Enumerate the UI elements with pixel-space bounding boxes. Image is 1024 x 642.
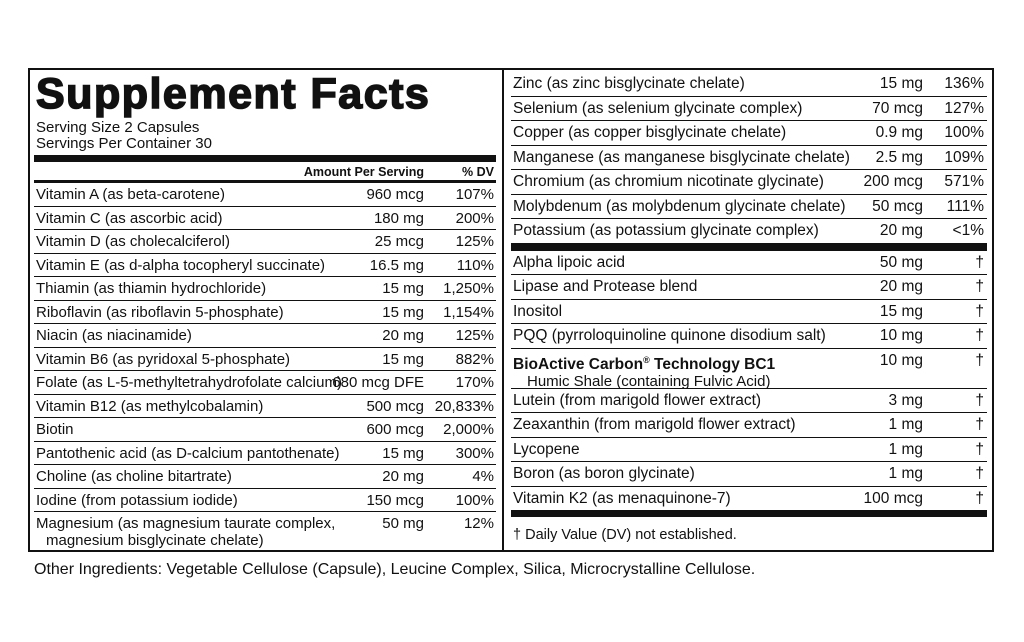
thick-rule [511,244,987,251]
nutrient-amount: 20 mg [879,222,923,239]
nutrient-dv: 4% [472,468,494,485]
nutrient-name: Manganese (as manganese bisglycinate chelate) [513,148,850,166]
nutrient-row [34,371,496,395]
dv-header: % DV [462,165,494,179]
nutrient-name: Niacin (as niacinamide) [36,327,192,344]
nutrient-dv: 12% [463,515,494,532]
nutrient-row [511,438,987,463]
nutrient-amount: 16.5 mg [369,256,424,274]
nutrient-amount: 100 mcg [863,489,923,507]
nutrient-name: Vitamin C (as ascorbic acid) [36,209,223,227]
nutrient-amount: 70 mcg [872,99,923,117]
nutrient-name: Vitamin A (as beta-carotene) [36,186,225,203]
nutrient-dv: 136% [944,75,984,92]
nutrient-row [511,487,987,512]
column-header [34,162,496,180]
nutrient-name: Biotin [36,421,74,438]
nutrient-dv: † [975,440,984,458]
nutrient-amount: 50 mg [879,253,923,271]
nutrient-name: Vitamin B6 (as pyridoxal 5-phosphate) [36,350,291,368]
nutrient-name: Thiamin (as thiamin hydrochloride) [36,280,267,297]
nutrient-row [34,277,496,301]
nutrient-amount: 15 mg [382,303,424,321]
nutrient-row [34,442,496,466]
nutrient-name: Vitamin B12 (as methylcobalamin) [36,397,264,415]
nutrient-amount: 15 mg [879,75,923,92]
nutrient-name: Alpha lipoic acid [513,253,626,271]
nutrient-row [34,207,496,231]
blend-list-b [511,389,987,512]
nutrient-dv: 125% [455,233,494,250]
nutrient-dv: 125% [455,327,494,344]
nutrient-row [511,146,987,171]
nutrient-dv: † [975,253,984,271]
nutrient-dv: 571% [944,173,984,190]
right-nutrient-list [511,72,987,244]
nutrient-row [34,418,496,442]
nutrient-amount: 15 mg [382,350,424,368]
nutrient-row [511,275,987,300]
nutrient-amount: 600 mcg [366,421,424,438]
nutrient-dv: 100% [455,491,494,509]
nutrient-row [34,301,496,325]
nutrient-name: Lutein (from marigold flower extract) [513,391,762,409]
nutrient-dv: <1% [952,222,984,239]
nutrient-row [34,489,496,513]
nutrient-amount: 680 mcg DFE [332,374,424,391]
nutrient-row [511,462,987,487]
left-nutrient-list [34,183,496,512]
nutrient-row [34,254,496,278]
nutrient-dv: † [975,351,984,369]
nutrient-dv: 170% [455,374,494,391]
nutrient-amount: 20 mg [879,278,923,295]
nutrient-amount: 180 mg [373,209,424,227]
nutrient-dv: † [975,489,984,507]
nutrient-dv: 110% [456,256,494,274]
nutrient-name: Choline (as choline bitartrate) [36,468,232,485]
nutrient-name: Vitamin K2 (as menaquinone-7) [513,489,731,507]
nutrient-name: Lipase and Protease blend [513,278,698,295]
nutrient-dv: 109% [944,148,984,166]
nutrient-name: PQQ (pyrroloquinoline quinone disodium salt) [513,327,826,344]
nutrient-amount: 2.5 mg [875,148,923,166]
nutrient-row [511,72,987,97]
nutrient-amount: 1 mg [888,440,923,458]
nutrient-name: Copper (as copper bisglycinate chelate) [513,124,787,141]
nutrient-row [34,465,496,489]
nutrient-row [511,413,987,438]
nutrient-amount: 50 mcg [872,197,923,215]
nutrient-amount: 15 mg [879,302,923,320]
left-column [34,72,496,550]
nutrient-name: Magnesium (as magnesium taurate complex, magnesium bisglycinate chelate) [36,515,336,549]
nutrient-dv: † [975,416,984,433]
nutrient-dv: 300% [455,444,494,462]
nutrient-row [511,97,987,122]
nutrient-amount: 10 mg [879,351,923,369]
nutrient-amount: 1 mg [888,416,923,433]
blend-list-a [511,251,987,349]
nutrient-dv: † [975,327,984,344]
nutrient-dv: 1,250% [443,280,494,297]
nutrient-name: Pantothenic acid (as D-calcium pantothenate) [36,444,340,462]
thick-rule [511,511,987,517]
nutrient-name: Vitamin D (as cholecalciferol) [36,233,230,250]
nutrient-dv: † [975,391,984,409]
nutrient-name: BioActive Carbon® Technology BC1 Humic Shale (containing Fulvic Acid) [513,354,776,390]
nutrient-row [34,348,496,372]
nutrient-row [511,170,987,195]
nutrient-row [34,395,496,419]
nutrient-name: Vitamin E (as d-alpha tocopheryl succinate) [36,256,326,274]
amount-header: Amount Per Serving [303,165,424,179]
panel-title: Supplement Facts [36,70,431,118]
nutrient-amount: 150 mcg [366,491,424,509]
nutrient-amount: 500 mcg [366,397,424,415]
nutrient-row [511,389,987,414]
nutrient-name: Molybdenum (as molybdenum glycinate chelate) [513,197,846,215]
nutrient-dv: 20,833% [434,397,494,415]
nutrient-amount: 0.9 mg [875,124,923,141]
nutrient-name: Zinc (as zinc bisglycinate chelate) [513,75,745,92]
nutrient-name: Boron (as boron glycinate) [513,465,695,482]
nutrient-row [511,219,987,244]
nutrient-row [511,121,987,146]
nutrient-amount: 25 mcg [374,233,424,250]
nutrient-dv: 127% [944,99,984,117]
nutrient-dv: 200% [455,209,494,227]
nutrient-row [511,324,987,349]
nutrient-name: Iodine (from potassium iodide) [36,491,238,509]
nutrient-row [511,300,987,325]
nutrient-dv: † [975,302,984,320]
column-divider [502,70,504,550]
footnote: † Daily Value (DV) not established. [513,527,737,543]
nutrient-name: Lycopene [513,440,580,458]
nutrient-row [34,183,496,207]
serving-size: Serving Size 2 Capsules [36,119,200,136]
nutrient-amount: 15 mg [382,444,424,462]
nutrient-name: Riboflavin (as riboflavin 5-phosphate) [36,303,284,321]
nutrient-name: Zeaxanthin (from marigold flower extract) [513,416,796,433]
nutrient-row [34,230,496,254]
nutrient-dv: † [975,465,984,482]
nutrient-amount: 50 mg [382,515,424,532]
servings-per-container: Servings Per Container 30 [36,135,212,152]
nutrient-amount: 20 mg [382,327,424,344]
nutrient-row [511,251,987,276]
nutrient-row [34,324,496,348]
thick-rule [34,155,496,162]
nutrient-dv: † [975,278,984,295]
nutrient-dv: 100% [944,124,984,141]
nutrient-amount: 10 mg [879,327,923,344]
right-column [511,72,987,543]
nutrient-amount: 15 mg [382,280,424,297]
nutrient-name: Inositol [513,302,563,320]
nutrient-amount: 1 mg [888,465,923,482]
nutrient-amount: 3 mg [888,391,923,409]
nutrient-dv: 1,154% [443,303,494,321]
nutrient-dv: 107% [455,186,494,203]
nutrient-dv: 111% [946,197,984,215]
nutrient-amount: 960 mcg [366,186,424,203]
nutrient-dv: 2,000% [443,421,494,438]
nutrient-name: Chromium (as chromium nicotinate glycinate) [513,173,824,190]
nutrient-dv: 882% [455,350,494,368]
nutrient-row-bioactive-carbon [511,349,987,389]
other-ingredients: Other Ingredients: Vegetable Cellulose (Capsule), Leucine Complex, Silica, Microcrystalline Cellulose. [34,561,756,578]
nutrient-amount: 20 mg [382,468,424,485]
nutrient-name: Potassium (as potassium glycinate complex) [513,222,819,239]
nutrient-amount: 200 mcg [863,173,923,190]
nutrient-row-magnesium [34,512,496,550]
nutrient-name: Selenium (as selenium glycinate complex) [513,99,803,117]
nutrient-name: Folate (as L-5-methyltetrahydrofolate calcium) [36,374,342,391]
nutrient-row [511,195,987,220]
